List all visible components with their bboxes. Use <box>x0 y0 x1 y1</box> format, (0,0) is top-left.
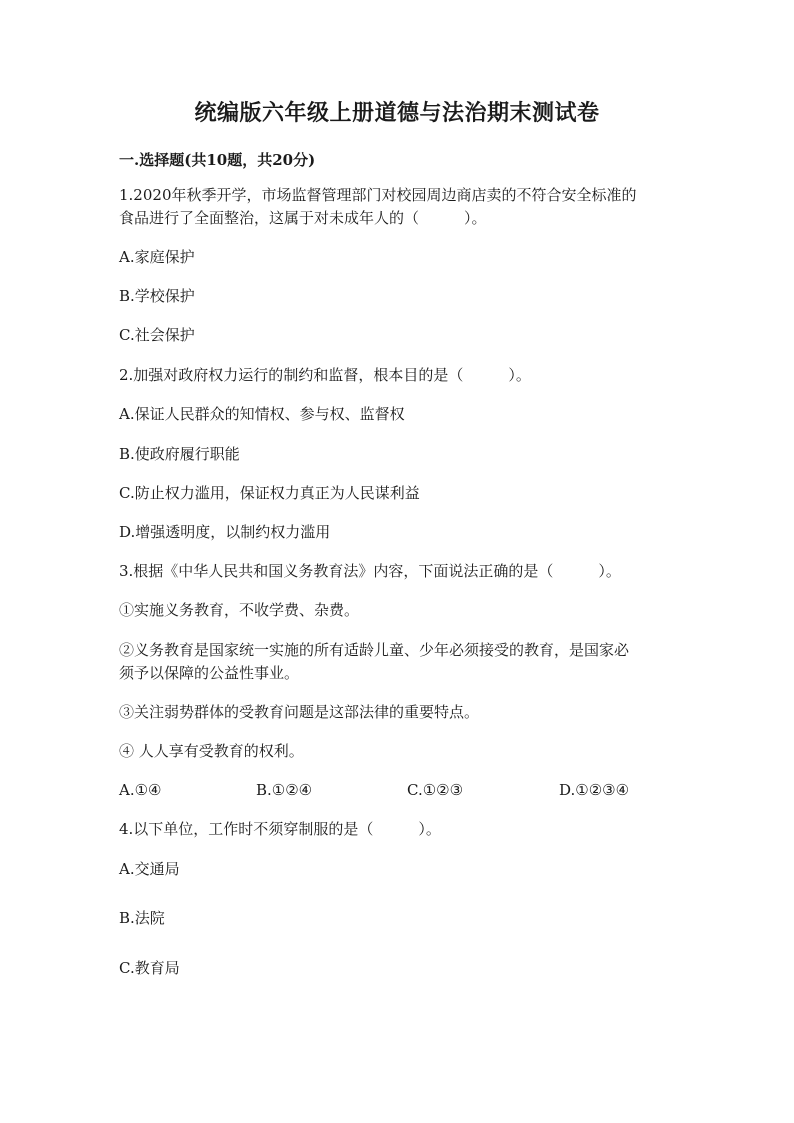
question-4-option-c: C.教育局 <box>119 959 180 977</box>
question-2-option-d: D.增强透明度，以制约权力滥用 <box>119 523 331 541</box>
question-3-statement-2-line-1: ②义务教育是国家统一实施的所有适龄儿童、少年必须接受的教育，是国家必 <box>119 641 630 659</box>
question-1-option-c: C.社会保护 <box>119 326 195 344</box>
question-3-stem: 3.根据《中华人民共和国义务教育法》内容，下面说法正确的是（ ）。 <box>119 562 621 580</box>
question-4-stem: 4.以下单位，工作时不须穿制服的是（ ）。 <box>119 820 441 838</box>
question-3-option-a: A.①④ <box>119 781 162 799</box>
question-1-option-a: A.家庭保护 <box>119 248 195 266</box>
question-2-option-c: C.防止权力滥用，保证权力真正为人民谋利益 <box>119 484 420 502</box>
question-1-stem-line-1: 1.2020年秋季开学，市场监督管理部门对校园周边商店卖的不符合安全标准的 <box>119 186 637 204</box>
question-3-statement-3: ③关注弱势群体的受教育问题是这部法律的重要特点。 <box>119 703 480 721</box>
question-3-statement-1: ①实施义务教育，不收学费、杂费。 <box>119 601 360 619</box>
question-2-option-a: A.保证人民群众的知情权、参与权、监督权 <box>119 405 405 423</box>
question-4-option-a: A.交通局 <box>119 860 180 878</box>
question-3-option-d: D.①②③④ <box>559 781 630 799</box>
question-2-option-b: B.使政府履行职能 <box>119 445 240 463</box>
page-title: 统编版六年级上册道德与法治期末测试卷 <box>194 100 600 126</box>
question-4-option-b: B.法院 <box>119 909 165 927</box>
question-3-option-b: B.①②④ <box>256 781 313 799</box>
question-1-option-b: B.学校保护 <box>119 287 195 305</box>
question-3-statement-4: ④ 人人享有受教育的权利。 <box>119 742 304 760</box>
question-3-options-row <box>119 779 679 801</box>
question-3-statement-2-line-2: 须予以保障的公益性事业。 <box>119 664 300 682</box>
question-3-option-c: C.①②③ <box>407 781 464 799</box>
section-heading: 一.选择题(共10题，共20分) <box>119 151 316 169</box>
question-1-stem-line-2: 食品进行了全面整治，这属于对未成年人的（ ）。 <box>119 209 487 227</box>
question-2-stem: 2.加强对政府权力运行的制约和监督，根本目的是（ ）。 <box>119 366 531 384</box>
